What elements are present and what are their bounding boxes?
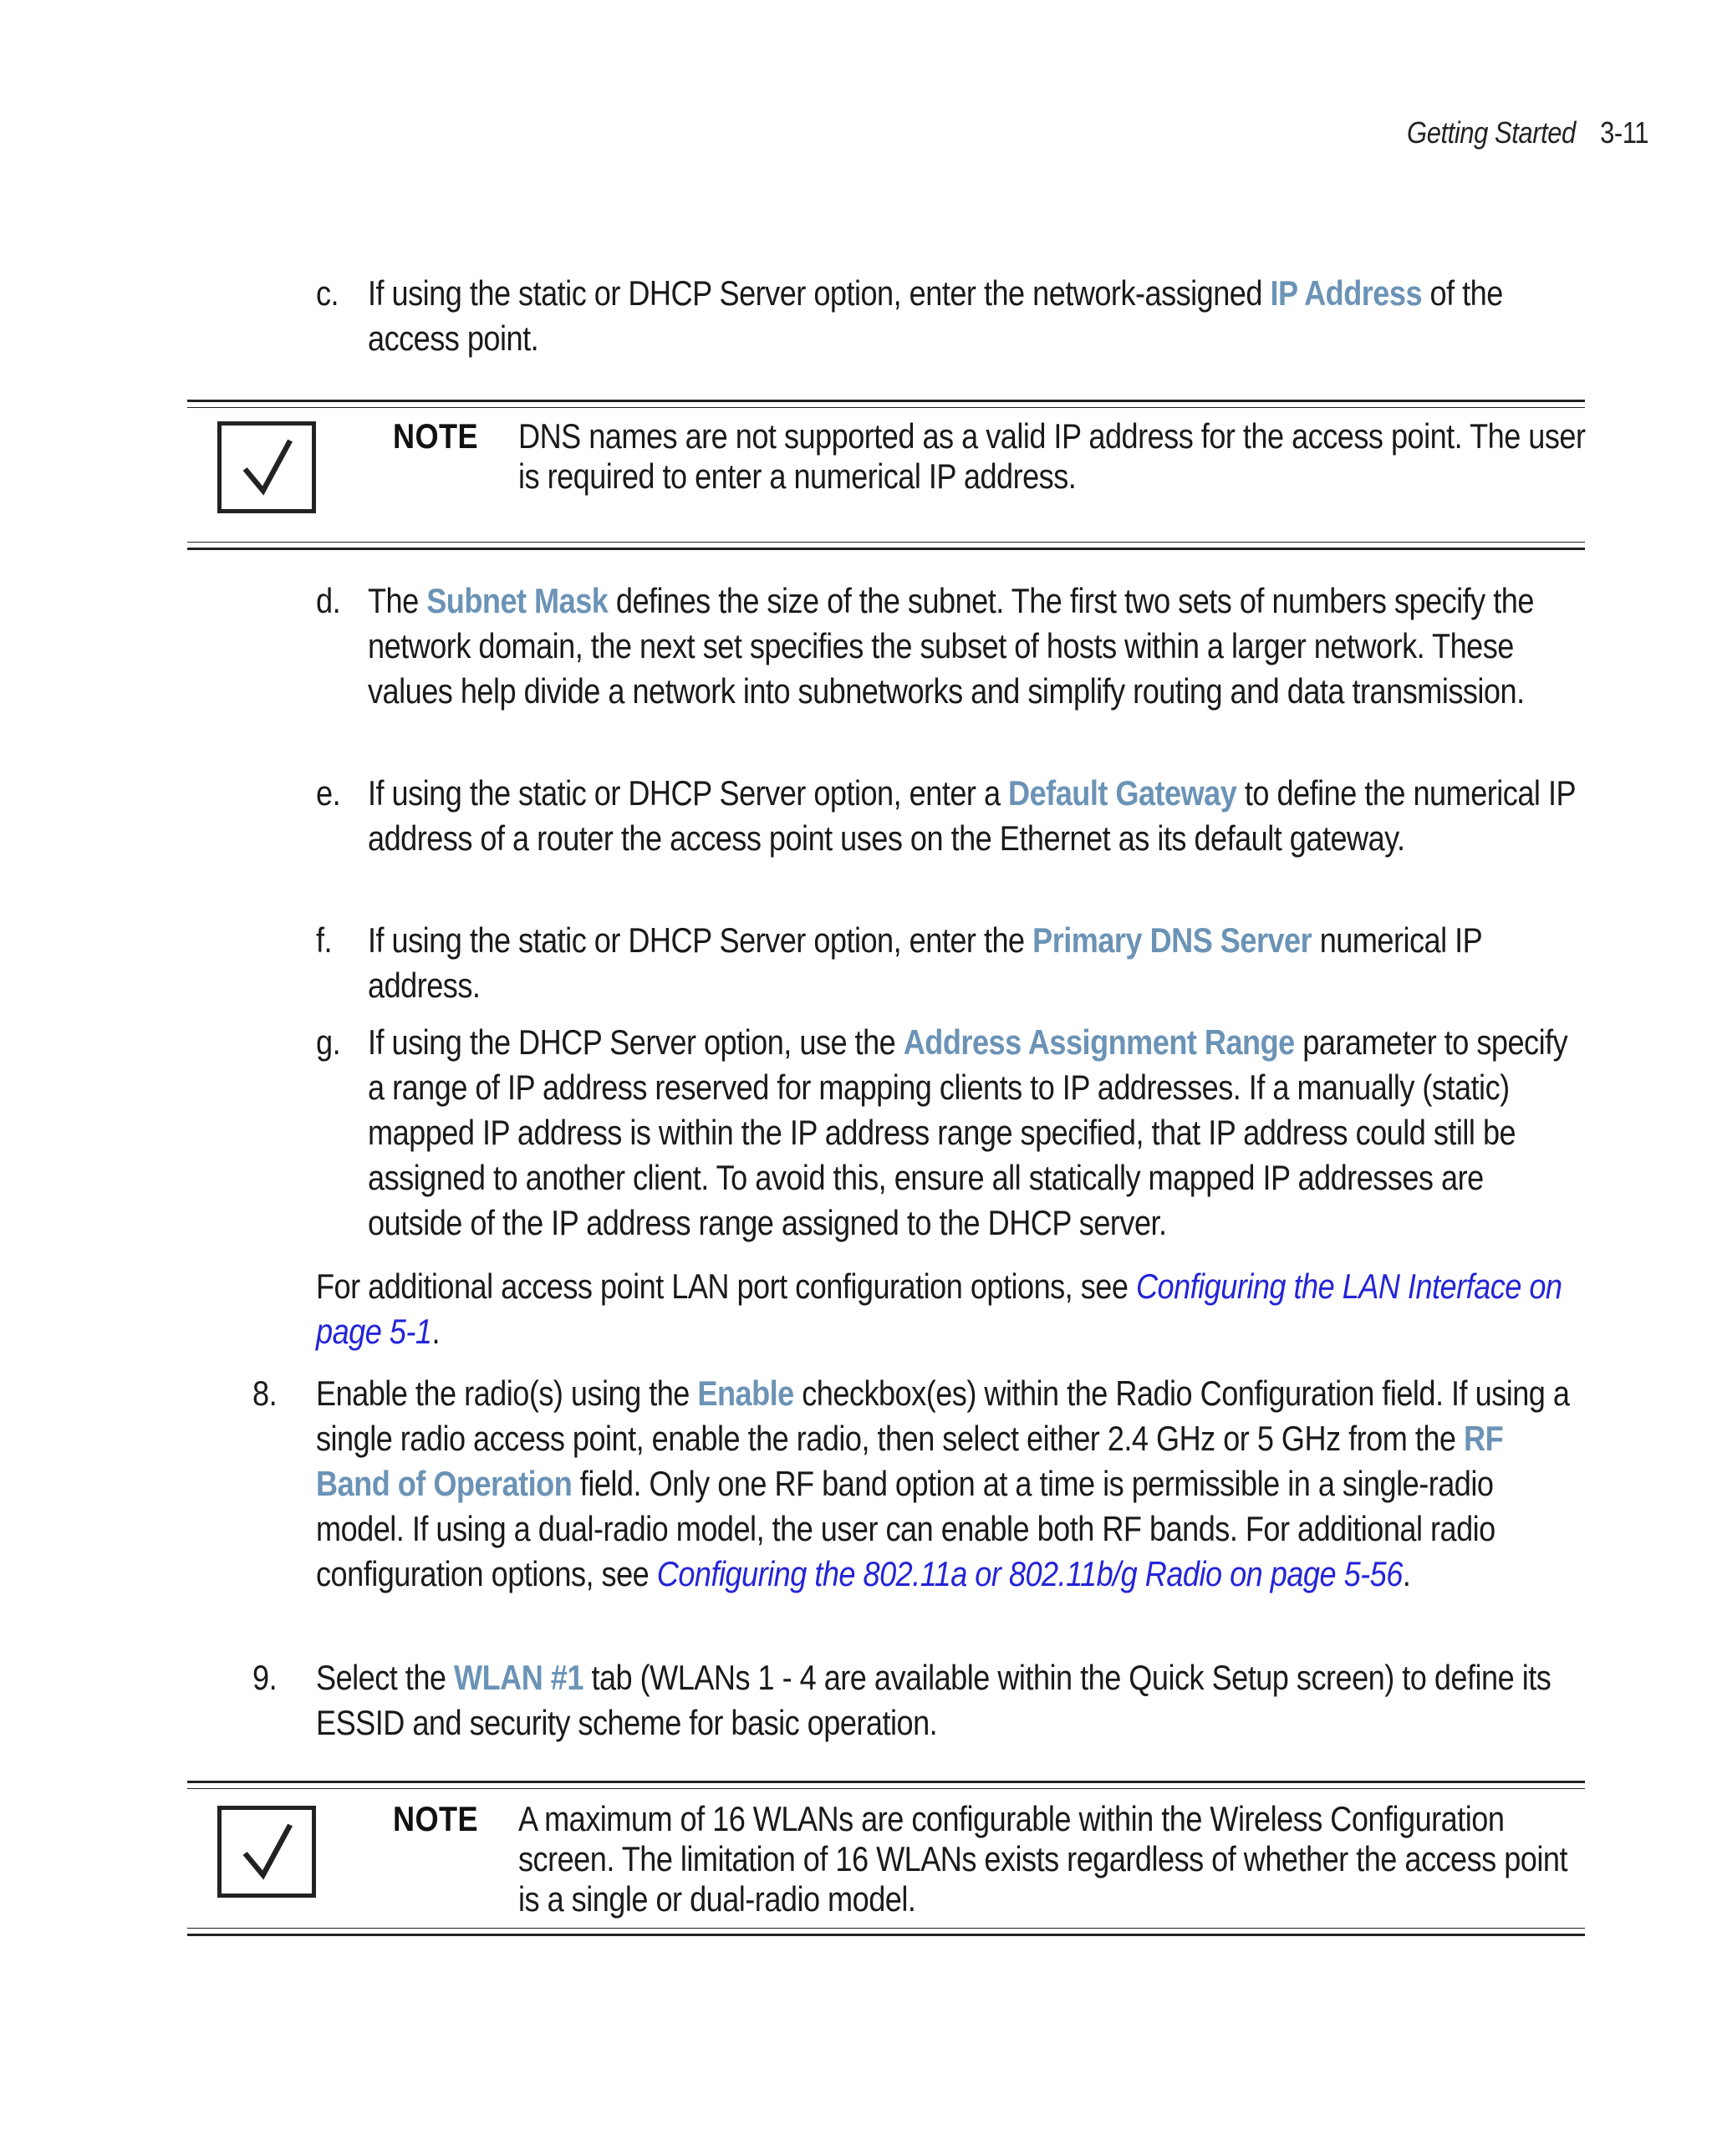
note-label: NOTE	[393, 1799, 479, 1838]
step-9-text: Select the WLAN #1 tab (WLANs 1 - 4 are available within the Quick Setup screen) to define its ESSID and security scheme for basic operation.	[316, 1658, 1552, 1742]
note-label: NOTE	[393, 416, 479, 456]
step-d-text: The Subnet Mask defines the size of the subnet. The first two sets of numbers specify the network domain, the next set specifies the subset of hosts within a larger network. These values help divide a network into subnetworks and simplify routing and data transmission.	[368, 581, 1534, 711]
step-c-marker: c.	[316, 273, 339, 313]
running-header	[1407, 115, 1648, 150]
term-subnet-mask: Subnet Mask	[426, 581, 609, 620]
step-e-marker: e.	[316, 773, 341, 813]
term-primary-dns-server: Primary DNS Server	[1032, 920, 1312, 960]
link-configuring-radio[interactable]: Configuring the 802.11a or 802.11b/g Radio on page 5-56	[656, 1554, 1403, 1593]
step-c-text: If using the static or DHCP Server option, enter the network-assigned IP Address of the access point.	[368, 273, 1503, 358]
step-f-marker: f.	[316, 920, 333, 960]
term-default-gateway: Default Gateway	[1008, 773, 1237, 813]
term-address-assignment-range: Address Assignment Range	[903, 1022, 1295, 1062]
term-wlan-1: WLAN #1	[453, 1658, 583, 1697]
step-f-text: If using the static or DHCP Server option, enter the Primary DNS Server numerical IP address.	[368, 920, 1482, 1005]
term-enable: Enable	[697, 1374, 794, 1413]
step-e-text: If using the static or DHCP Server option, enter a Default Gateway to define the numerical IP address of a router the access point uses on the Ethernet as its default gateway.	[368, 773, 1576, 858]
step-g-marker: g.	[316, 1022, 341, 1062]
note-text: A maximum of 16 WLANs are configurable within the Wireless Configuration screen. The limitation of 16 WLANs exists regardless of whether the access point is a single or dual-radio model.	[518, 1799, 1567, 1919]
page-number: 3-11	[1600, 115, 1648, 150]
step-8-marker: 8.	[252, 1374, 278, 1413]
step-g-text: If using the DHCP Server option, use the Address Assignment Range parameter to specify a range of IP address reserved for mapping clients to IP addresses. If a manually (static) mapped IP address is within the IP address range specified, that IP address could still be assigned to another client. To avoid this, ensure all statically mapped IP addresses are outside of the IP address range assigned to the DHCP server.	[368, 1022, 1568, 1242]
step-9-marker: 9.	[252, 1658, 278, 1697]
step-8-text: Enable the radio(s) using the Enable checkbox(es) within the Radio Configuration field. If using a single radio access point, enable the radio, then select either 2.4 GHz or 5 GHz from the RF Band of Operation field. Only one RF band option at a time is permissible in a single-radio model. If using a dual-radio model, the user can enable both RF bands. For additional radio configuration options, see Configuring the 802.11a or 802.11b/g Radio on page 5-56.	[316, 1374, 1570, 1593]
checkmark-icon	[217, 1806, 316, 1898]
section-title: Getting Started	[1407, 115, 1576, 150]
link-configuring-lan-interface[interactable]: Configuring the LAN Interface on page 5-1	[316, 1267, 1562, 1351]
step-d-marker: d.	[316, 581, 341, 620]
note-box-2	[187, 1781, 1585, 1936]
note-text: DNS names are not supported as a valid IP address for the access point. The user is required to enter a numerical IP address.	[518, 416, 1586, 496]
term-ip-address: IP Address	[1270, 273, 1423, 313]
note-box-1	[187, 400, 1585, 550]
checkmark-icon	[217, 421, 316, 513]
lan-config-paragraph: For additional access point LAN port configuration options, see Configuring the LAN Interface on page 5-1.	[316, 1267, 1562, 1351]
term-rf-band-of-operation: RF Band of Operation	[316, 1419, 1504, 1503]
